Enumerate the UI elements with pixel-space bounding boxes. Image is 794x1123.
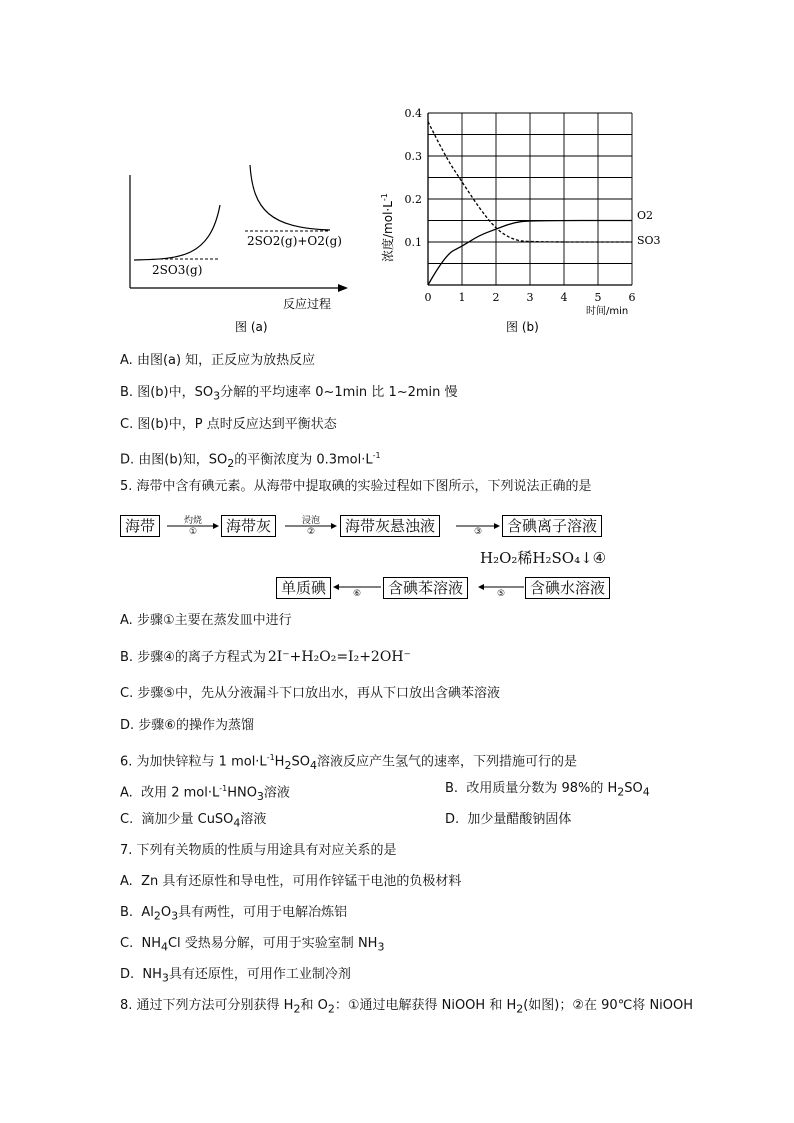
y-tick-label-0.1: 0.1 — [404, 236, 422, 249]
figure-b-x-label: 时间/min — [586, 306, 629, 317]
q5-option-c: C. 步骤⑤中，先从分液漏斗下口放出水，再从下口放出含碘苯溶液 — [120, 686, 501, 701]
q7-option-c: C. $NH_4Cl$ 受热易分解，可用于实验室制 $NH_3$ — [120, 936, 385, 954]
q7-stem: 7. 下列有关物质的性质与用途具有对应关系的是 — [120, 843, 397, 858]
q5-option-b: B. 步骤④的离子方程式为 2I⁻+H₂O₂=I₂+2OH⁻ — [120, 649, 411, 665]
q4-option-a: A. 由图(a) 知，正反应为放热反应 — [120, 353, 316, 368]
figure-b-chart — [378, 102, 678, 337]
figure-a-left-curve — [134, 205, 220, 260]
x-tick-label-1: 1 — [458, 291, 466, 304]
flow-arrow-1: 灼烧 ① — [167, 513, 219, 539]
x-tick-label-4: 4 — [560, 291, 568, 304]
figure-a-x-arrow — [338, 284, 348, 292]
flow-box-benrongye: 含碘苯溶液 — [383, 577, 468, 599]
flow-box-shuirongye: 含碘水溶液 — [525, 577, 610, 599]
flow-arrow-2: 浸泡 ② — [285, 513, 337, 539]
flow-step4: H₂O₂稀H₂SO₄↓④ — [480, 549, 607, 567]
y-tick-label-0.2: 0.2 — [404, 193, 422, 206]
q8-stem: 8. 通过下列方法可分别获得 $H_2$和 $O_2$：①通过电解获得 NiOOH 和 $H_2$(如图)；②在 90℃将 NiOOH — [120, 998, 694, 1016]
flow-box-danzhidian: 单质碘 — [276, 577, 331, 599]
q5-stem: 5. 海带中含有碘元素。从海带中提取碘的实验过程如下图所示，下列说法正确的是 — [120, 479, 592, 494]
q6-option-c: C. 滴加少量 CuSO$_4$溶液 — [120, 812, 267, 830]
q4-option-c: C. 图(b)中，P 点时反应达到平衡状态 — [120, 417, 337, 432]
q6-option-b: B. 改用质量分数为 98%的 $H_2SO_4$ — [445, 781, 650, 799]
figure-b-series-label-o2: O2 — [637, 209, 654, 222]
flow-box-haidaihui: 海带灰 — [221, 515, 276, 537]
q6-stem: 6. 为加快锌粒与 1 $mol\cdot L^{-1}H_2SO_4$溶液反应产生氢气的速率，下列措施可行的是 — [120, 753, 577, 772]
figure-b-caption: 图 (b) — [506, 320, 539, 334]
q7-option-b: B. $Al_2O_3$具有两性，可用于电解冶炼铝 — [120, 905, 348, 923]
figure-b-y-label: 浓度$/mol\cdot L^{-1}$ — [380, 193, 395, 262]
q4-option-b: B. 图(b)中，$SO_3$分解的平均速率 0~1min 比 1~2min 慢 — [120, 385, 458, 403]
figure-a-right-curve — [250, 165, 330, 230]
figure-b-grid — [428, 113, 632, 285]
q7-option-a: A. Zn 具有还原性和导电性，可用作锌锰干电池的负极材料 — [120, 874, 462, 889]
q5-option-a: A. 步骤①主要在蒸发皿中进行 — [120, 613, 292, 628]
x-tick-label-0: 0 — [424, 291, 432, 304]
y-tick-label-0.3: 0.3 — [404, 150, 422, 163]
q6-option-d: D. 加少量醋酸钠固体 — [445, 812, 572, 827]
flow-arrow-6: ⑥ — [333, 577, 381, 603]
figure-a-left-label: 2SO3(g) — [152, 263, 203, 277]
flow-box-haidai: 海带 — [120, 515, 160, 537]
q5-option-d: D. 步骤⑥的操作为蒸馏 — [120, 718, 254, 733]
figure-a-x-label: 反应过程 — [283, 297, 332, 311]
flow-box-xuanzhuoye: 海带灰悬浊液 — [340, 515, 440, 537]
q4-option-d: D. 由图(b)知，$SO_2$的平衡浓度为 $0.3mol\cdot L^{-1}$ — [120, 451, 381, 470]
flow-box-dianlizi: 含碘离子溶液 — [502, 515, 602, 537]
flow-arrow-5: ⑤ — [478, 577, 524, 603]
figure-a-right-label: 2SO2(g)+O2(g) — [247, 234, 342, 248]
x-tick-label-2: 2 — [492, 291, 500, 304]
figure-b-series-label-so3: SO3 — [637, 234, 661, 247]
x-tick-label-3: 3 — [526, 291, 534, 304]
x-tick-label-5: 5 — [594, 291, 602, 304]
y-tick-label-0.4: 0.4 — [404, 107, 422, 120]
q6-option-a: A. 改用 2 $mol\cdot L^{-1}HNO_3$溶液 — [120, 784, 290, 803]
flow-arrow-3: ③ — [456, 513, 500, 539]
figure-b-ticks — [405, 107, 636, 304]
x-tick-label-6: 6 — [628, 291, 636, 304]
figure-a-caption: 图 (a) — [235, 320, 268, 334]
figure-a — [120, 160, 350, 340]
q7-option-d: D. $NH_3$具有还原性，可用作工业制冷剂 — [120, 967, 351, 985]
